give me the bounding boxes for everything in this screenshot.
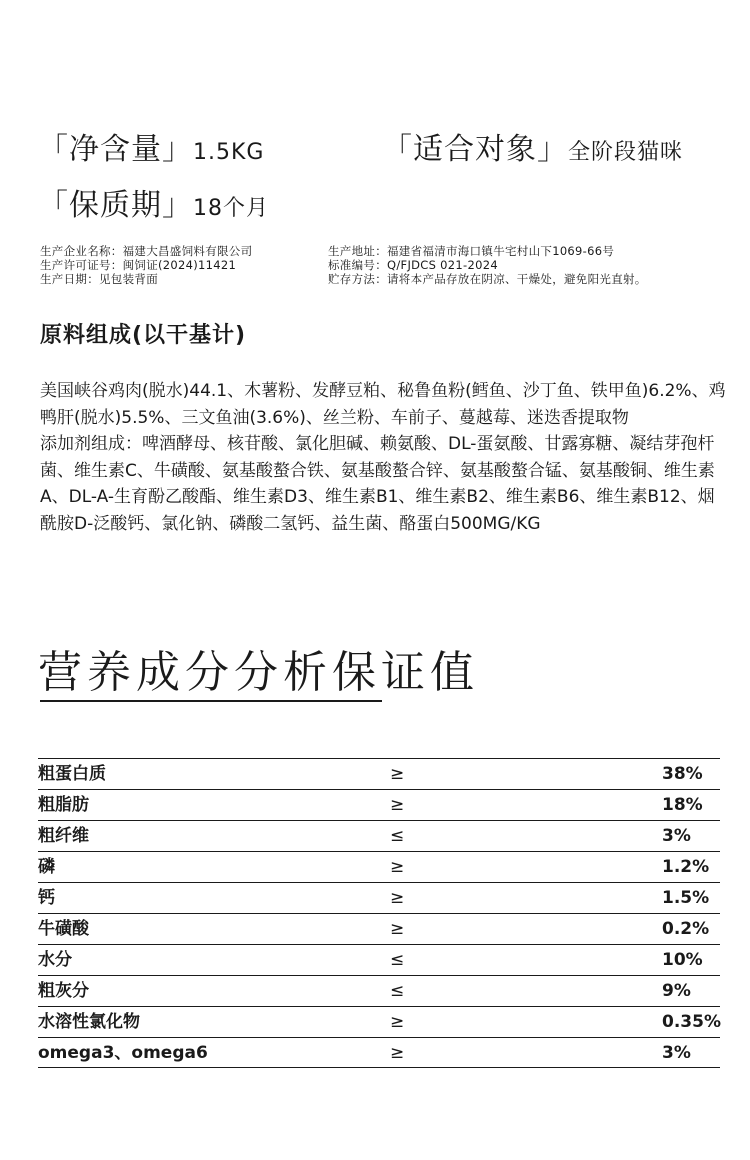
nutrition-title: 营养成分分析保证值 <box>38 647 479 698</box>
standard-number: 标准编号：Q/FJDCS 021-2024 <box>328 258 498 272</box>
ingredients-title: 原料组成(以干基计) <box>40 323 247 348</box>
nutrition-row <box>38 975 720 1006</box>
additive-ingredients: 添加剂组成：啤酒酵母、核苷酸、氯化胆碱、赖氨酸、DL-蛋氨酸、甘露寡糖、凝结芽孢杆菌、维生素C、牛磺酸、氨基酸螯合铁、氨基酸螯合锌、氨基酸螯合锰、氨基酸铜、维生素A、DL-A-生育酚乙酸酯、维生素D3、维生素B1、维生素B2、维生素B6、维生素B12、烟酰胺D-泛酸钙、氯化钠、磷酸二氢钙、益生菌、酪蛋白500MG/KG <box>40 434 715 534</box>
comparison-operator: ≥ <box>390 795 405 815</box>
comparison-operator: ≥ <box>390 1012 405 1032</box>
nutrition-row <box>38 1006 720 1037</box>
nutrient-value: 18% <box>662 795 703 815</box>
production-license: 生产许可证号：闽饲证(2024)11421 <box>40 258 237 272</box>
comparison-operator: ≥ <box>390 888 405 908</box>
target-spec <box>382 124 683 168</box>
comparison-operator: ≥ <box>390 857 405 877</box>
nutrient-name: 粗灰分 <box>38 981 89 1001</box>
nutrient-value: 0.35% <box>662 1012 721 1032</box>
nutrition-row <box>38 758 720 789</box>
nutrient-name: 水溶性氯化物 <box>38 1012 140 1032</box>
comparison-operator: ≤ <box>390 981 405 1001</box>
nutrient-name: 粗纤维 <box>38 826 89 846</box>
manufacturer-info <box>40 244 252 286</box>
nutrition-row <box>38 913 720 944</box>
nutrient-name: 磷 <box>38 857 55 877</box>
nutrition-table <box>38 758 720 1068</box>
raw-ingredients: 美国峡谷鸡肉(脱水)44.1、木薯粉、发酵豆粕、秘鲁鱼粉(鳕鱼、沙丁鱼、铁甲鱼)6.2%、鸡鸭肝(脱水)5.5%、三文鱼油(3.6%)、丝兰粉、车前子、蔓越莓、迷迭香提取物 <box>40 381 726 428</box>
nutrient-value: 3% <box>662 826 691 846</box>
nutrient-value: 1.2% <box>662 857 710 877</box>
nutrition-row <box>38 944 720 975</box>
comparison-operator: ≤ <box>390 826 405 846</box>
target-label: 「适合对象」 <box>382 132 568 167</box>
production-address: 生产地址：福建省福清市海口镇牛宅村山下1069-66号 <box>328 244 615 258</box>
title-underline <box>40 700 382 702</box>
comparison-operator: ≥ <box>390 1043 405 1063</box>
nutrient-name: 水分 <box>38 950 72 970</box>
nutrition-row <box>38 1037 720 1068</box>
manufacturer-name: 生产企业名称：福建大昌盛饲料有限公司 <box>40 244 253 258</box>
ingredients-body <box>40 378 730 537</box>
net-weight-label: 「净含量」 <box>38 132 193 167</box>
address-info <box>328 244 647 286</box>
production-date: 生产日期：见包装背面 <box>40 272 158 286</box>
nutrition-row <box>38 851 720 882</box>
nutrition-row <box>38 820 720 851</box>
comparison-operator: ≥ <box>390 764 405 784</box>
shelf-life-value: 18个月 <box>193 196 269 221</box>
comparison-operator: ≤ <box>390 950 405 970</box>
storage-method: 贮存方法：请将本产品存放在阴凉、干燥处，避免阳光直射。 <box>328 272 647 286</box>
shelf-life-label: 「保质期」 <box>38 188 193 223</box>
net-weight-spec <box>38 124 264 168</box>
nutrient-name: 粗脂肪 <box>38 795 89 815</box>
comparison-operator: ≥ <box>390 919 405 939</box>
shelf-life-spec <box>38 180 269 224</box>
nutrient-value: 38% <box>662 764 703 784</box>
nutrition-row <box>38 882 720 913</box>
target-value: 全阶段猫咪 <box>568 140 684 165</box>
nutrient-value: 9% <box>662 981 691 1001</box>
nutrient-value: 0.2% <box>662 919 710 939</box>
nutrient-value: 1.5% <box>662 888 710 908</box>
nutrient-name: omega3、omega6 <box>38 1043 208 1063</box>
nutrient-name: 粗蛋白质 <box>38 764 106 784</box>
net-weight-value: 1.5KG <box>193 140 265 165</box>
nutrition-row <box>38 789 720 820</box>
nutrient-value: 10% <box>662 950 703 970</box>
nutrient-name: 钙 <box>38 888 55 908</box>
nutrient-value: 3% <box>662 1043 691 1063</box>
nutrient-name: 牛磺酸 <box>38 919 89 939</box>
